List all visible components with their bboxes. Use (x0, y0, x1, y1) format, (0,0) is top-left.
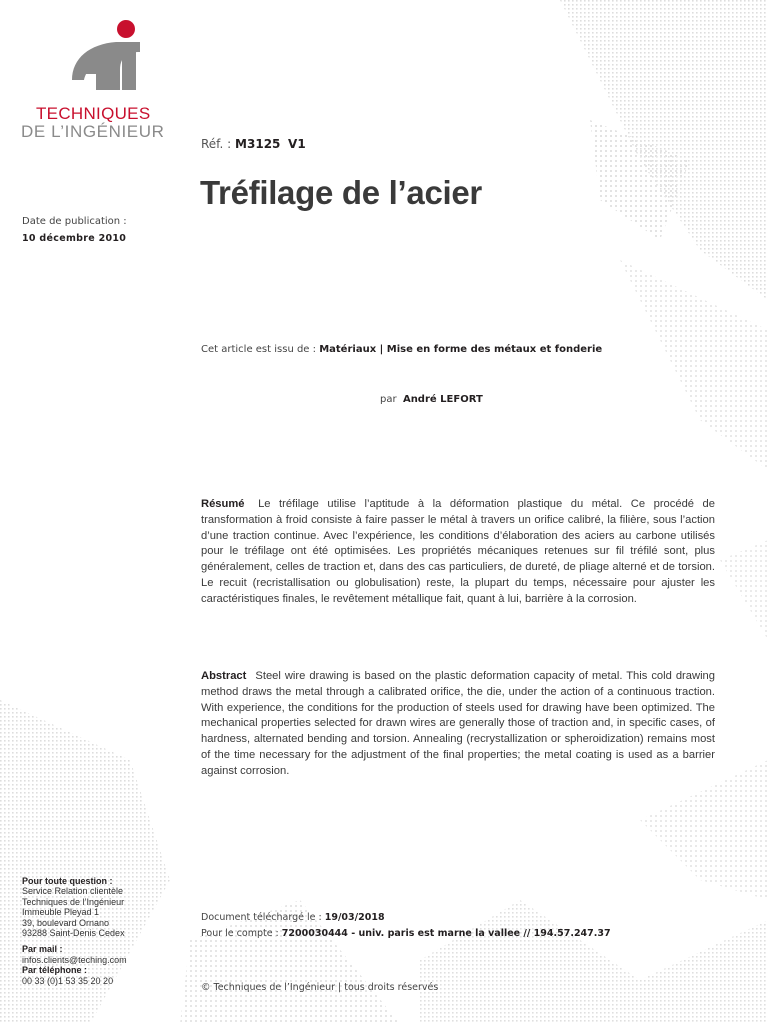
contact-line: 93288 Saint-Denis Cedex (22, 928, 125, 939)
contact-mail[interactable]: infos.clients@teching.com (22, 954, 127, 965)
resume-label: Résumé (201, 498, 245, 510)
resume-text: Le tréfilage utilise l’aptitude à la déformation plastique du métal. Ce procédé de transformation à froid consiste à faire passer le métal à travers un orifice calibré, la filière, sous l’action d’une traction continue. Avec l’expérience, les conditions d’élaboration des aciers au carbone utilisés pour le tréfilage ont été optimisées. Les propriétés mécaniques retenues sur fil tréfilé sont, plus généralement, celles de traction et, dans des cas particuliers, de dureté, de pliage alterné et de torsion. Le recuit (recristallisation ou globulisation) reste, la plupart du temps, nécessaire pour ajuster les caractéristiques finales, le revêtement métallique fait, quant à lui, barrière à la corrosion. (201, 498, 716, 605)
reference (201, 137, 306, 151)
contact-mail-label: Par mail : (22, 944, 63, 955)
brand-line-2: DE L’INGÉNIEUR (21, 122, 165, 141)
page-title: Tréfilage de l’acier (200, 174, 482, 211)
contact-block (22, 876, 127, 986)
publication-date: 10 décembre 2010 (22, 233, 127, 244)
account-label: Pour le compte : (201, 928, 279, 939)
contact-line: Immeuble Pleyad 1 (22, 907, 100, 918)
source-label: Cet article est issu de : (201, 344, 317, 355)
contact-phone: 00 33 (0)1 53 35 20 20 (22, 975, 114, 986)
contact-line: Service Relation clientèle (22, 886, 124, 897)
brand-line-1: TECHNIQUES (36, 104, 151, 123)
reference-label: Réf. : (201, 137, 232, 151)
resume-paragraph (201, 497, 715, 608)
copyright: © Techniques de l’Ingénieur | tous droits réservés (201, 982, 439, 993)
source-line (201, 344, 602, 355)
download-info (201, 910, 611, 942)
download-date: 19/03/2018 (324, 912, 385, 923)
contact-line: Techniques de l’Ingénieur (22, 896, 125, 907)
contact-line: 39, boulevard Ornano (22, 917, 110, 928)
author-label: par (380, 394, 397, 405)
reference-code: M3125 (235, 137, 281, 151)
contact-phone-label: Par téléphone : (22, 965, 88, 976)
publication-date-label: Date de publication : (22, 216, 127, 227)
download-date-label: Document téléchargé le : (201, 912, 322, 923)
contact-question-label: Pour toute question : (22, 876, 113, 886)
abstract-paragraph (201, 669, 715, 780)
author-line (380, 394, 483, 405)
source-value[interactable]: Matériaux | Mise en forme des métaux et fonderie (319, 344, 603, 355)
author-name: André LEFORT (402, 394, 483, 405)
account-value: 7200030444 - univ. paris est marne la vallee // 194.57.247.37 (281, 928, 611, 939)
reference-version: V1 (288, 137, 306, 151)
abstract-text: Steel wire drawing is based on the plastic deformation capacity of metal. This cold drawing method draws the metal through a calibrated orifice, the die, under the action of a continuous traction. With experience, the conditions for the production of steels used for drawing have been optimized. The mechanical properties selected for drawn wires are generally those of traction and, in specific cases, of hardness, alternated bending and torsion. Annealing (recrystallization or spheroidization) remains most of the time necessary for the adjustment of the final properties; the metal coating is used as a barrier against corrosion. (201, 670, 716, 777)
abstract-label: Abstract (201, 670, 247, 682)
